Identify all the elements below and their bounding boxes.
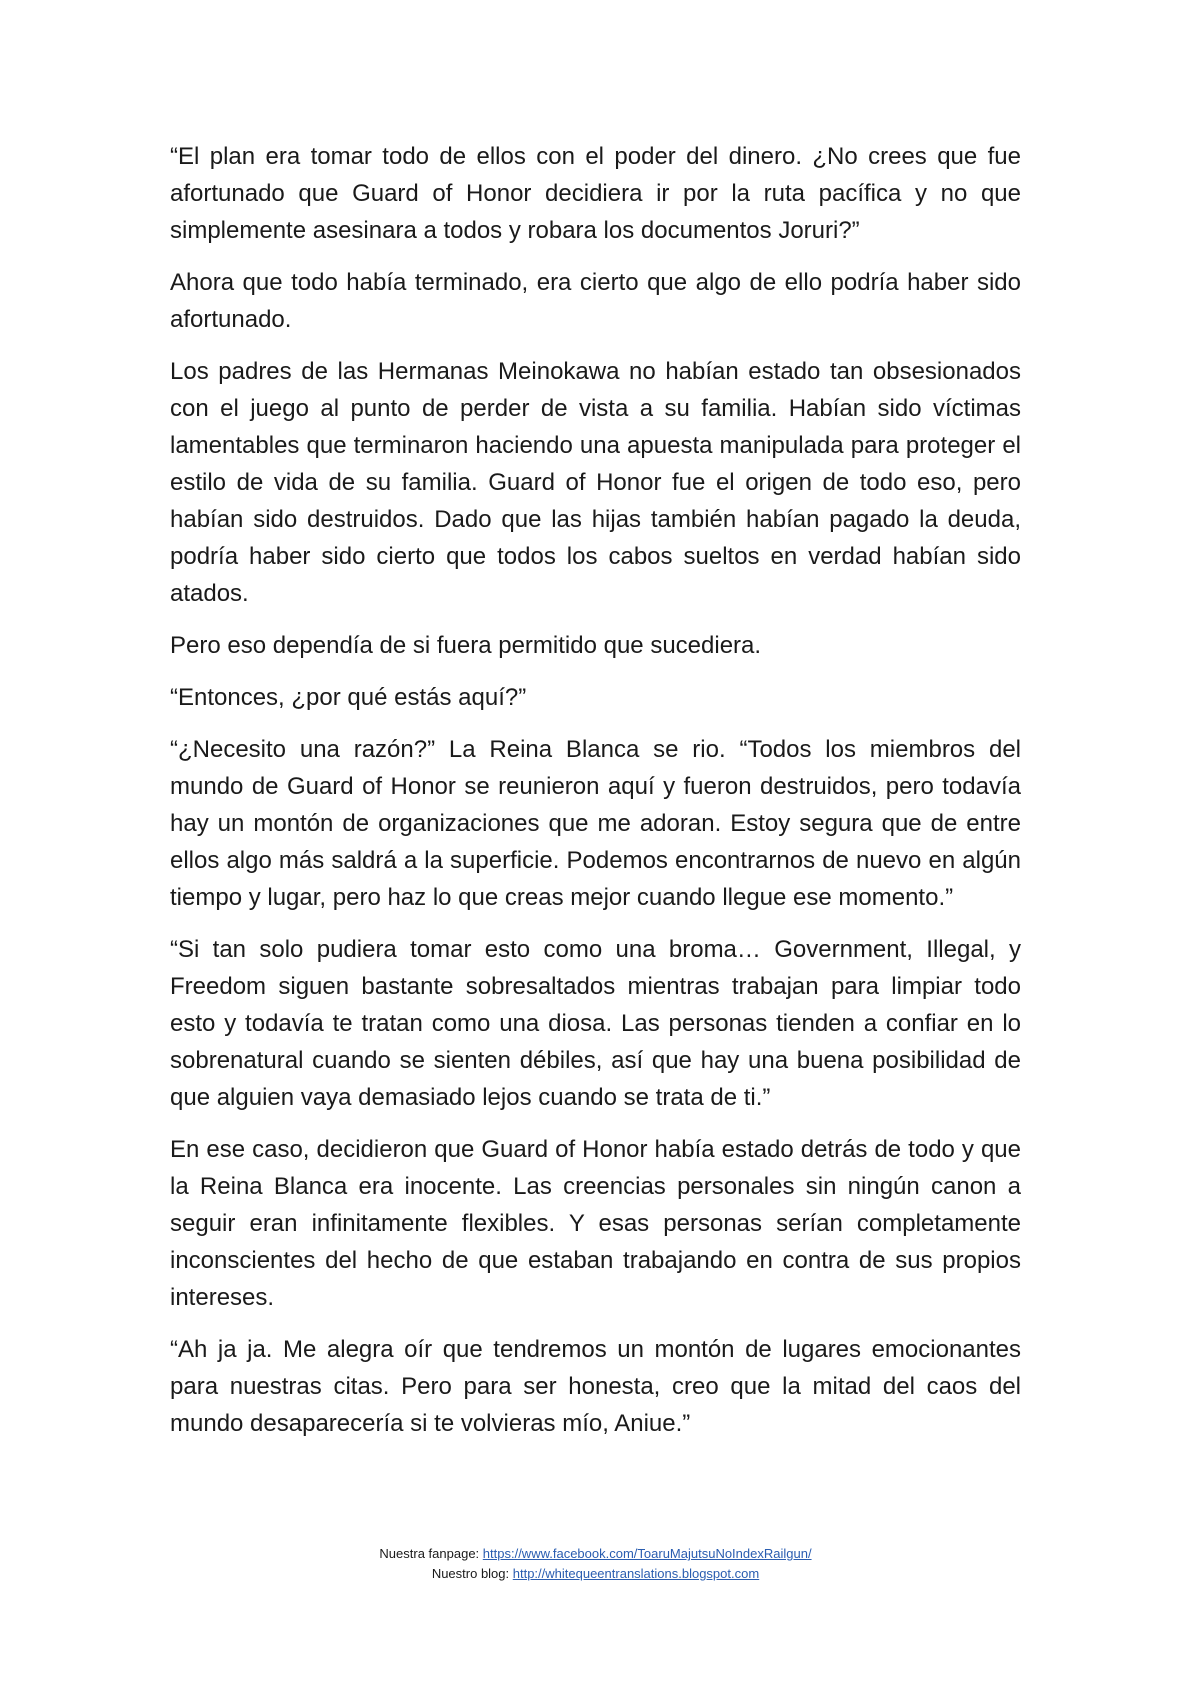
paragraph: “Ah ja ja. Me alegra oír que tendremos un montón de lugares emocionantes para nuestras citas. Pero para ser honesta, creo que la mitad del caos del mundo desaparecería si te volvieras mío, Aniue.” bbox=[170, 1336, 1021, 1437]
blog-label: Nuestro blog: bbox=[431, 1566, 513, 1581]
paragraph: Ahora que todo había terminado, era cierto que algo de ello podría haber sido afortunado. bbox=[170, 269, 1021, 333]
paragraph: Los padres de las Hermanas Meinokawa no habían estado tan obsesionados con el juego al punto de perder de vista a su familia. Habían sido víctimas lamentables que terminaron haciendo una apuesta manipulada para proteger el estilo de vida de su familia. Guard of Honor fue el origen de todo eso, pero habían sido destruidos. Dado que las hijas también habían pagado la deuda, podría haber sido cierto que todos los cabos sueltos en verdad habían sido atados. bbox=[170, 358, 1021, 607]
footer-fanpage-line bbox=[0, 1544, 1191, 1564]
footer-blog-line bbox=[0, 1564, 1191, 1584]
fanpage-label: Nuestra fanpage: bbox=[379, 1546, 483, 1561]
body-text bbox=[170, 138, 1021, 1457]
page-footer bbox=[0, 1544, 1191, 1584]
paragraph: Pero eso dependía de si fuera permitido que sucediera. bbox=[170, 632, 762, 659]
paragraph: En ese caso, decidieron que Guard of Honor había estado detrás de todo y que la Reina Blanca era inocente. Las creencias personales sin ningún canon a seguir eran infinitamente flexibles. Y esas personas serían completamente inconscientes del hecho de que estaban trabajando en contra de sus propios intereses. bbox=[170, 1136, 1021, 1311]
paragraph: “¿Necesito una razón?” La Reina Blanca se rio. “Todos los miembros del mundo de Guard of Honor se reunieron aquí y fueron destruidos, pero todavía hay un montón de organizaciones que me adoran. Estoy segura que de entre ellos algo más saldrá a la superficie. Podemos encontrarnos de nuevo en algún tiempo y lugar, pero haz lo que creas mejor cuando llegue ese momento.” bbox=[170, 736, 1021, 911]
fanpage-link[interactable]: https://www.facebook.com/ToaruMajutsuNoIndexRailgun/ bbox=[482, 1546, 812, 1561]
paragraph: “Si tan solo pudiera tomar esto como una broma… Government, Illegal, y Freedom siguen bastante sobresaltados mientras trabajan para limpiar todo esto y todavía te tratan como una diosa. Las personas tienden a confiar en lo sobrenatural cuando se sienten débiles, así que hay una buena posibilidad de que alguien vaya demasiado lejos cuando se trata de ti.” bbox=[170, 936, 1021, 1111]
paragraph: “El plan era tomar todo de ellos con el poder del dinero. ¿No crees que fue afortunado que Guard of Honor decidiera ir por la ruta pacífica y no que simplemente asesinara a todos y robara los documentos Joruri?” bbox=[170, 143, 1021, 244]
paragraph: “Entonces, ¿por qué estás aquí?” bbox=[170, 684, 527, 711]
blog-link[interactable]: http://whitequeentranslations.blogspot.com bbox=[512, 1566, 760, 1581]
